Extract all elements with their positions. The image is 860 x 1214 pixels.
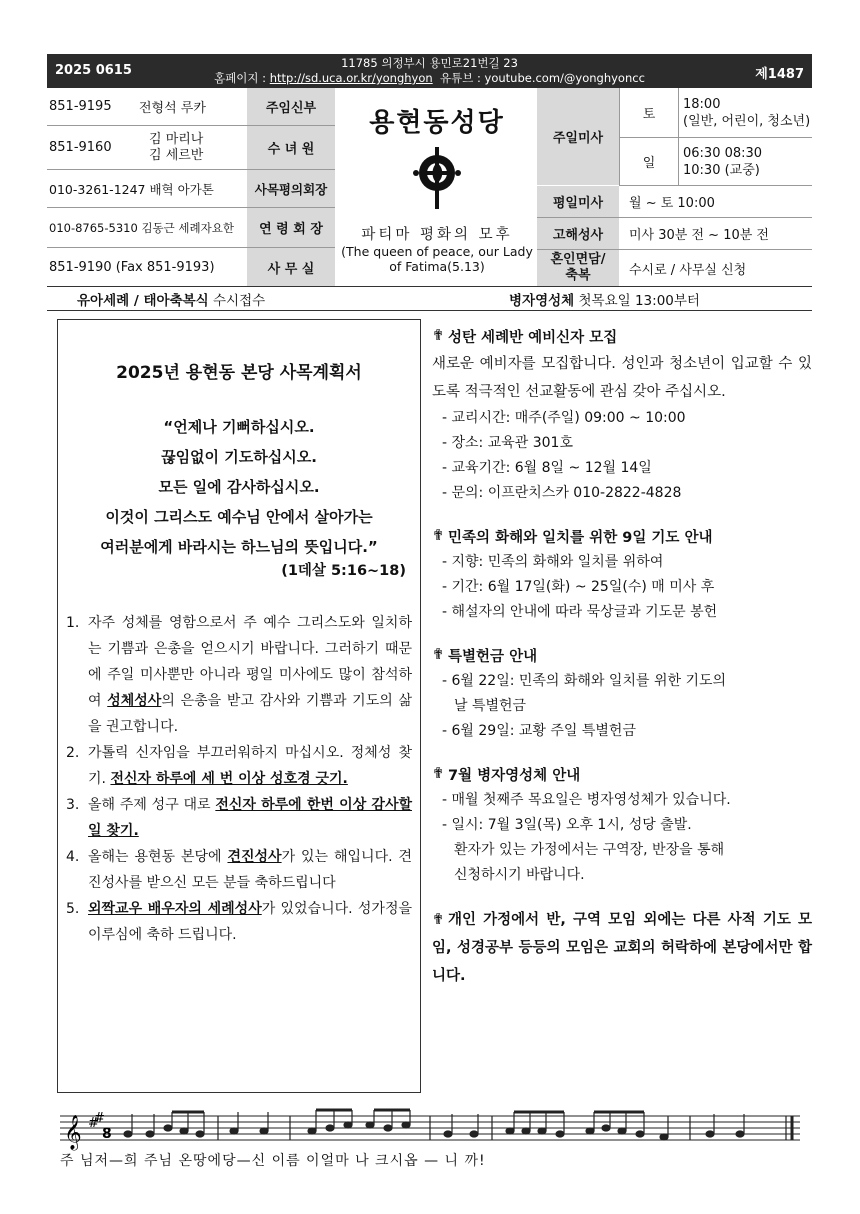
plan-item [66, 896, 412, 948]
plan-item [66, 740, 412, 792]
prayer-group-notice [432, 906, 812, 990]
plan-text: 올해 주제 성구 대로 [88, 797, 216, 813]
quote-line: 끊임없이 기도하십시오. [161, 448, 317, 466]
plan-text: 가 있는 해입니다. 견진성사를 받으신 모든 분들 축하드립니다 [88, 849, 412, 891]
marriage-value: 수시로 / 사무실 신청 [629, 262, 747, 278]
weekday-mass-label: 평일미사 [537, 186, 619, 218]
header-bar [47, 54, 812, 88]
section-title-special-collection [432, 641, 812, 669]
sick-communion-bullet-cont: 신청하시기 바랍니다. [454, 867, 585, 883]
quote-line: 모든 일에 감사하십시오. [158, 478, 320, 496]
plan-item-number: 1. [66, 615, 80, 631]
music-lyrics: 주 님저—희 주님 온땅에당—신 이름 이얼마 나 크시옵 — 니 까! [60, 1153, 486, 1169]
staff-phone-text: 851-9195 [49, 99, 112, 114]
key-signature-icon: # [94, 1111, 105, 1126]
plan-item-text [88, 844, 412, 896]
cross-icon: ✟ [432, 766, 445, 782]
church-name-box [337, 88, 537, 286]
sick-communion-value: 첫목요일 13:00부터 [574, 293, 700, 309]
church-info-grid [47, 88, 812, 287]
catechumen-body: 새로운 예비자를 모집합니다. 성인과 청소년이 입교할 수 있도록 적극적인 선교활동에 관심 갖아 주십시오. [432, 356, 812, 400]
staff-phone-4: 010-8765-5310 김동근 세례자요한 [47, 208, 247, 248]
plan-item-number: 4. [66, 849, 80, 865]
sick-communion-bullet: - 일시: 7월 3일(목) 오후 1시, 성당 출발. [442, 817, 692, 833]
plan-text: 가 있었습니다. 성가정을 이루심에 축하 드립니다. [88, 901, 412, 943]
novena-bullet: - 해설자의 안내에 따라 묵상글과 기도문 봉헌 [442, 604, 718, 620]
bulletin-date: 2025 0615 [55, 63, 132, 78]
plan-item-text [88, 896, 412, 948]
collection-bullet: - 6월 29일: 교황 주일 특별헌금 [442, 723, 636, 739]
weekday-mass-value: 월 ~ 토 10:00 [619, 186, 812, 218]
plan-item-text [88, 740, 412, 792]
confession-label: 고해성사 [537, 218, 619, 250]
staff-role-5: 사 무 실 [247, 248, 335, 286]
saturday-time: 18:00 [683, 96, 721, 112]
section-title-sick-communion [432, 760, 812, 788]
sick-communion-bullet-cont: 환자가 있는 가정에서는 구역장, 반장을 통해 [454, 842, 725, 858]
staff-phone-3: 010-3261-1247 배혁 아가톤 [47, 170, 247, 208]
saturday-label: 토 [619, 88, 679, 138]
quote-line: “언제나 기뻐하십시오. [163, 418, 315, 436]
homepage-link[interactable]: http://sd.uca.or.kr/yonghyon [269, 71, 433, 85]
staff-name: 전형석 루카 [139, 101, 206, 116]
youtube-link[interactable]: 유튜브 : youtube.com/@yonghyoncc [440, 71, 645, 85]
section-title-text: 특별헌금 안내 [448, 648, 538, 665]
staff-phone-2 [47, 126, 247, 170]
catechumen-bullet: - 교리시간: 매주(주일) 09:00 ~ 10:00 [442, 410, 686, 426]
church-links [47, 71, 812, 86]
sunday-time-1: 06:30 08:30 [683, 145, 763, 161]
sunday-time-2: 10:30 (교중) [683, 162, 760, 178]
homepage-label: 홈페이지 : [214, 71, 270, 85]
plan-item [66, 844, 412, 896]
quote-line: 여러분에게 바라시는 하느님의 뜻입니다.” [100, 538, 378, 556]
sunday-label: 일 [619, 138, 679, 186]
staff-role-4: 연 령 회 장 [247, 208, 335, 248]
plan-highlight: 전신자 하루에 한번 이상 감사할 일 찾기. [88, 797, 412, 839]
plan-highlight: 성체성사 [107, 693, 162, 709]
cross-icon: ✟ [432, 647, 445, 663]
infant-baptism-label: 유아세례 / 태아축복식 [77, 293, 209, 309]
section-title-text: 7월 병자영성체 안내 [448, 767, 581, 784]
collection-bullet: - 6월 22일: 민족의 화해와 일치를 위한 기도의 [442, 673, 727, 689]
church-patron-en: (The queen of peace, our Lady of Fatima(5.13) [341, 244, 533, 274]
announcements-column [432, 322, 812, 990]
staff-phone-5: 851-9190 (Fax 851-9193) [49, 259, 215, 275]
plan-highlight: 외짝교우 배우자의 세례성사 [88, 901, 262, 917]
scripture-reference: (1데살 5:16~18) [281, 563, 406, 579]
plan-text: 가톨릭 신자임을 부끄러워하지 마십시오. 정체성 찾기. [88, 745, 412, 787]
plan-item-text [88, 610, 412, 740]
saturday-mass [679, 88, 812, 138]
plan-text: 올해는 용현동 본당에 [88, 849, 228, 865]
catechumen-bullet: - 장소: 교육관 301호 [442, 435, 573, 451]
section-title-text: 민족의 화해와 일치를 위한 9일 기도 안내 [448, 529, 713, 546]
plan-text: 자주 성체를 영함으로서 주 예수 그리스도와 일치하는 기쁨과 은총을 얻으시기 바랍니다. 그러하기 때문에 주일 미사뿐만 아니라 평일 미사에도 많이 참석하여 [88, 615, 412, 709]
novena-bullet: - 기간: 6월 17일(화) ~ 25일(수) 매 미사 후 [442, 579, 715, 595]
infant-baptism-value: 수시접수 [208, 293, 266, 309]
section-title-text: 성탄 세례반 예비신자 모집 [448, 329, 618, 346]
plan-text: 의 은총을 받고 감사와 기쁨과 기도의 삶을 권고합니다. [88, 693, 412, 735]
infant-baptism-info [77, 289, 265, 309]
plan-item-text [88, 792, 412, 844]
time-signature-icon: 8 [102, 1126, 112, 1142]
plan-item-number: 3. [66, 797, 80, 813]
sick-communion-bullet: - 매월 첫째주 목요일은 병자영성체가 있습니다. [442, 792, 731, 808]
staff-role-3: 사목평의회장 [247, 170, 335, 208]
section-title-novena [432, 522, 812, 550]
church-logo-icon [410, 145, 464, 211]
sick-communion-info [509, 289, 700, 309]
plan-item-number: 2. [66, 745, 80, 761]
pastoral-plan-title: 2025년 용현동 본당 사목계획서 [116, 363, 362, 383]
confession-value: 미사 30분 전 ~ 10분 전 [619, 218, 812, 250]
plan-item-number: 5. [66, 901, 80, 917]
section-title-catechumen [432, 322, 812, 350]
treble-clef-icon: 𝄞 [64, 1115, 82, 1150]
novena-bullet: - 지향: 민족의 화해와 일치를 위하여 [442, 554, 664, 570]
church-address-block [47, 56, 812, 86]
church-address: 11785 의정부시 용민로21번길 23 [341, 56, 518, 70]
cross-icon: ✟ [432, 328, 445, 344]
pastoral-plan-list [66, 610, 412, 948]
catechumen-bullet: - 문의: 이프란치스카 010-2822-4828 [442, 485, 682, 501]
key-signature-icon: # [88, 1116, 99, 1131]
prayer-group-notice-text: 개인 가정에서 반, 구역 모임 외에는 다른 사적 기도 모임, 성경공부 등등의 모임은 교회의 허락하에 본당에서만 합니다. [432, 912, 812, 984]
marriage-label: 혼인면담/ 축복 [537, 250, 619, 286]
church-name: 용현동성당 [369, 108, 505, 138]
saturday-note: (일반, 어린이, 청소년) [683, 113, 811, 129]
plan-item [66, 610, 412, 740]
collection-bullet-cont: 날 특별헌금 [454, 698, 527, 714]
sick-communion-label: 병자영성체 [509, 293, 575, 309]
catechumen-bullet: - 교육기간: 6월 8일 ~ 12월 14일 [442, 460, 652, 476]
plan-highlight: 전신자 하루에 세 번 이상 성호경 긋기. [110, 771, 348, 787]
scripture-quote [58, 412, 420, 562]
pastoral-plan-box [57, 319, 421, 1093]
cross-icon: ✟ [432, 528, 445, 544]
staff-role-2: 수 녀 원 [247, 126, 335, 170]
plan-item [66, 792, 412, 844]
plan-highlight: 견진성사 [227, 849, 282, 865]
quote-line: 이것이 그리스도 예수님 안에서 살아가는 [105, 508, 373, 526]
sacrament-info-strip [47, 286, 812, 311]
issue-number: 제1487 [755, 67, 804, 82]
sunday-mass [679, 138, 812, 186]
church-patron: 파티마 평화의 모후 [361, 227, 513, 243]
staff-phone-text: 851-9160 [49, 140, 112, 155]
staff-phone-1 [47, 88, 247, 126]
staff-role-1: 주임신부 [247, 88, 335, 126]
sunday-mass-label: 주일미사 [537, 88, 619, 186]
staff-name: 김 마리나 김 세르반 [149, 131, 204, 163]
cross-icon: ✟ [432, 912, 445, 928]
